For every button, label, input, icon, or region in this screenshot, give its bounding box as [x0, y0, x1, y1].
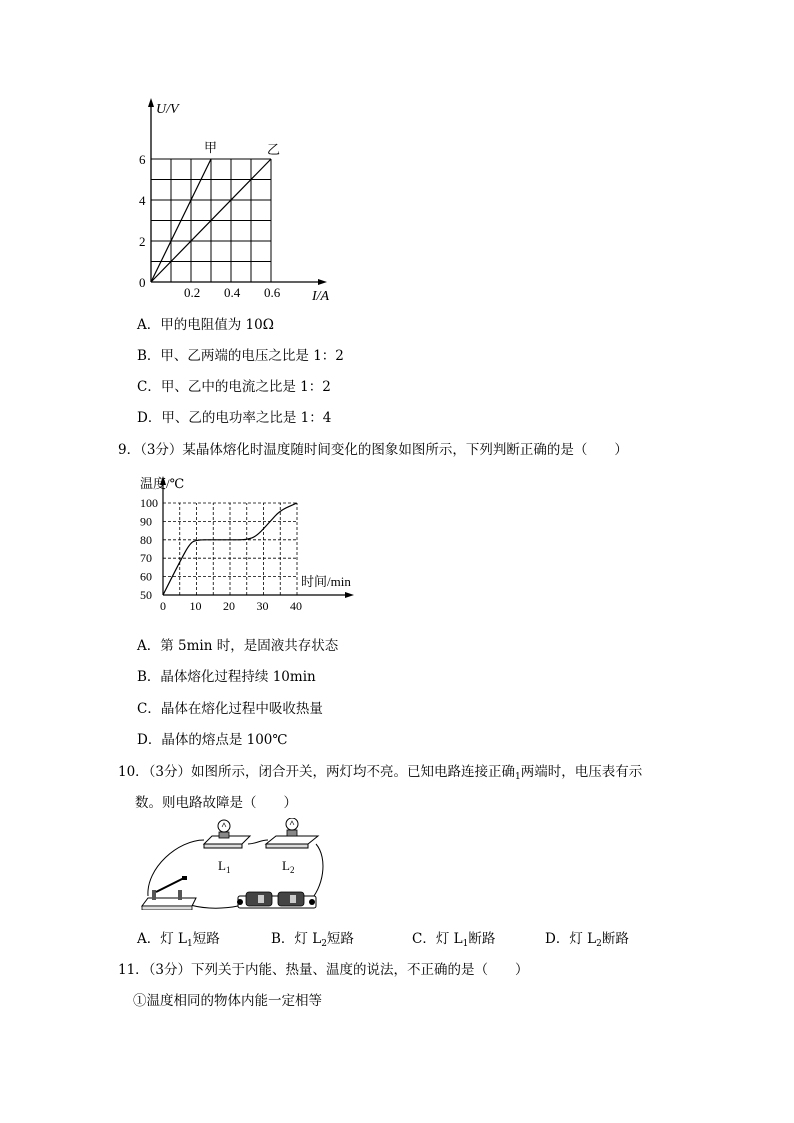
ui-x-arrow — [318, 279, 327, 285]
q9-option-c[interactable]: C．晶体在熔化过程中吸收热量 — [137, 701, 323, 717]
melt-x-tick-label: 0 — [160, 599, 166, 613]
melt-x-arrow — [345, 592, 354, 598]
q8-option-d[interactable]: D．甲、乙的电功率之比是 1：4 — [137, 410, 332, 426]
q9-option-b[interactable]: B．晶体熔化过程持续 10min — [137, 669, 316, 685]
ui-x-tick-0.6: 0.6 — [264, 285, 281, 300]
ui-y-axis-label: U/V — [156, 102, 179, 117]
ui-y-tick-6: 6 — [139, 152, 146, 167]
melt-x-tick-label: 40 — [290, 599, 302, 613]
q10-option-b[interactable]: B．灯 $L_2$短路 — [271, 931, 354, 949]
lamp-l1 — [204, 820, 250, 848]
lamp-l1-label: $L_1$ — [218, 858, 231, 875]
q10-option-c[interactable]: C．灯 $L_1$断路 — [412, 931, 496, 949]
q9-stem: 9．（3分）某晶体熔化时温度随时间变化的图象如图所示，下列判断正确的是（ ） — [118, 442, 628, 458]
q10-stem-line1-pre: 10．（3分）如图所示，闭合开关，两灯均不亮。已知电路连接正确 — [118, 764, 516, 780]
ui-y-arrow — [148, 98, 154, 107]
ui-x-tick-0.4: 0.4 — [224, 285, 241, 300]
q10-stem-line1-post: 两端时，电压表有示 — [520, 764, 643, 780]
melting-graph — [136, 470, 366, 620]
ui-x-tick-0.2: 0.2 — [184, 285, 201, 300]
melt-y-tick-label: 50 — [140, 588, 152, 602]
q9-option-a[interactable]: A．第 5min 时，是固液共存状态 — [137, 638, 339, 654]
ui-line-yi-label: 乙 — [267, 142, 281, 157]
melt-grid — [163, 503, 297, 595]
q8-option-c[interactable]: C．甲、乙中的电流之比是 1：2 — [137, 379, 331, 395]
q10-option-a[interactable]: A．灯 $L_1$短路 — [137, 931, 220, 949]
q10-option-d[interactable]: D．灯 $L_2$断路 — [545, 931, 629, 949]
wire-l1-to-l2 — [248, 840, 268, 844]
melt-x-tick-label: 10 — [189, 599, 202, 613]
melt-x-axis-label: 时间/min — [301, 574, 351, 589]
q11-stem: 11．（3分）下列关于内能、热量、温度的说法，不正确的是（ ） — [118, 962, 529, 978]
melt-x-tick-label: 20 — [223, 599, 235, 613]
q9-option-d[interactable]: D．晶体的熔点是 100℃ — [137, 732, 288, 748]
melt-x-tick-label: 30 — [256, 599, 269, 613]
circuit-figure — [138, 818, 338, 910]
ui-y-tick-4: 4 — [139, 193, 146, 208]
wire-l2-to-battery — [308, 844, 323, 903]
q8-option-b[interactable]: B．甲、乙两端的电压之比是 1：2 — [137, 348, 344, 364]
melt-x-ticks — [160, 599, 302, 613]
ui-y-tick-2: 2 — [139, 234, 146, 249]
ui-origin-label: 0 — [139, 275, 146, 290]
ui-x-axis-label: I/A — [312, 289, 330, 304]
melt-y-tick-label: 100 — [140, 496, 158, 510]
q10-stem-line1 — [118, 760, 642, 782]
q10-stem-line1-sub: 1 — [515, 772, 521, 782]
ui-line-jia-label: 甲 — [204, 140, 218, 155]
melt-y-tick-label: 90 — [140, 514, 152, 529]
melt-y-axis-label: 温度/℃ — [140, 476, 185, 491]
q8-option-a[interactable]: A．甲的电阻值为 10Ω — [137, 317, 274, 333]
battery — [237, 892, 316, 908]
wire-battery-to-switch — [188, 904, 238, 908]
wire-switch-to-l1 — [148, 840, 204, 896]
lamp-l2-label: $L_2$ — [282, 858, 295, 875]
ui-graph — [128, 90, 348, 305]
melt-y-ticks — [140, 496, 158, 602]
q10-stem-line2: 数。则电路故障是（ ） — [135, 795, 297, 811]
melt-y-tick-label: 60 — [140, 569, 152, 584]
melt-y-tick-label: 80 — [140, 532, 152, 547]
q11-item-1[interactable]: ①温度相同的物体内能一定相等 — [133, 993, 322, 1009]
lamp-l2 — [266, 818, 318, 848]
melt-y-tick-label: 70 — [140, 551, 152, 566]
